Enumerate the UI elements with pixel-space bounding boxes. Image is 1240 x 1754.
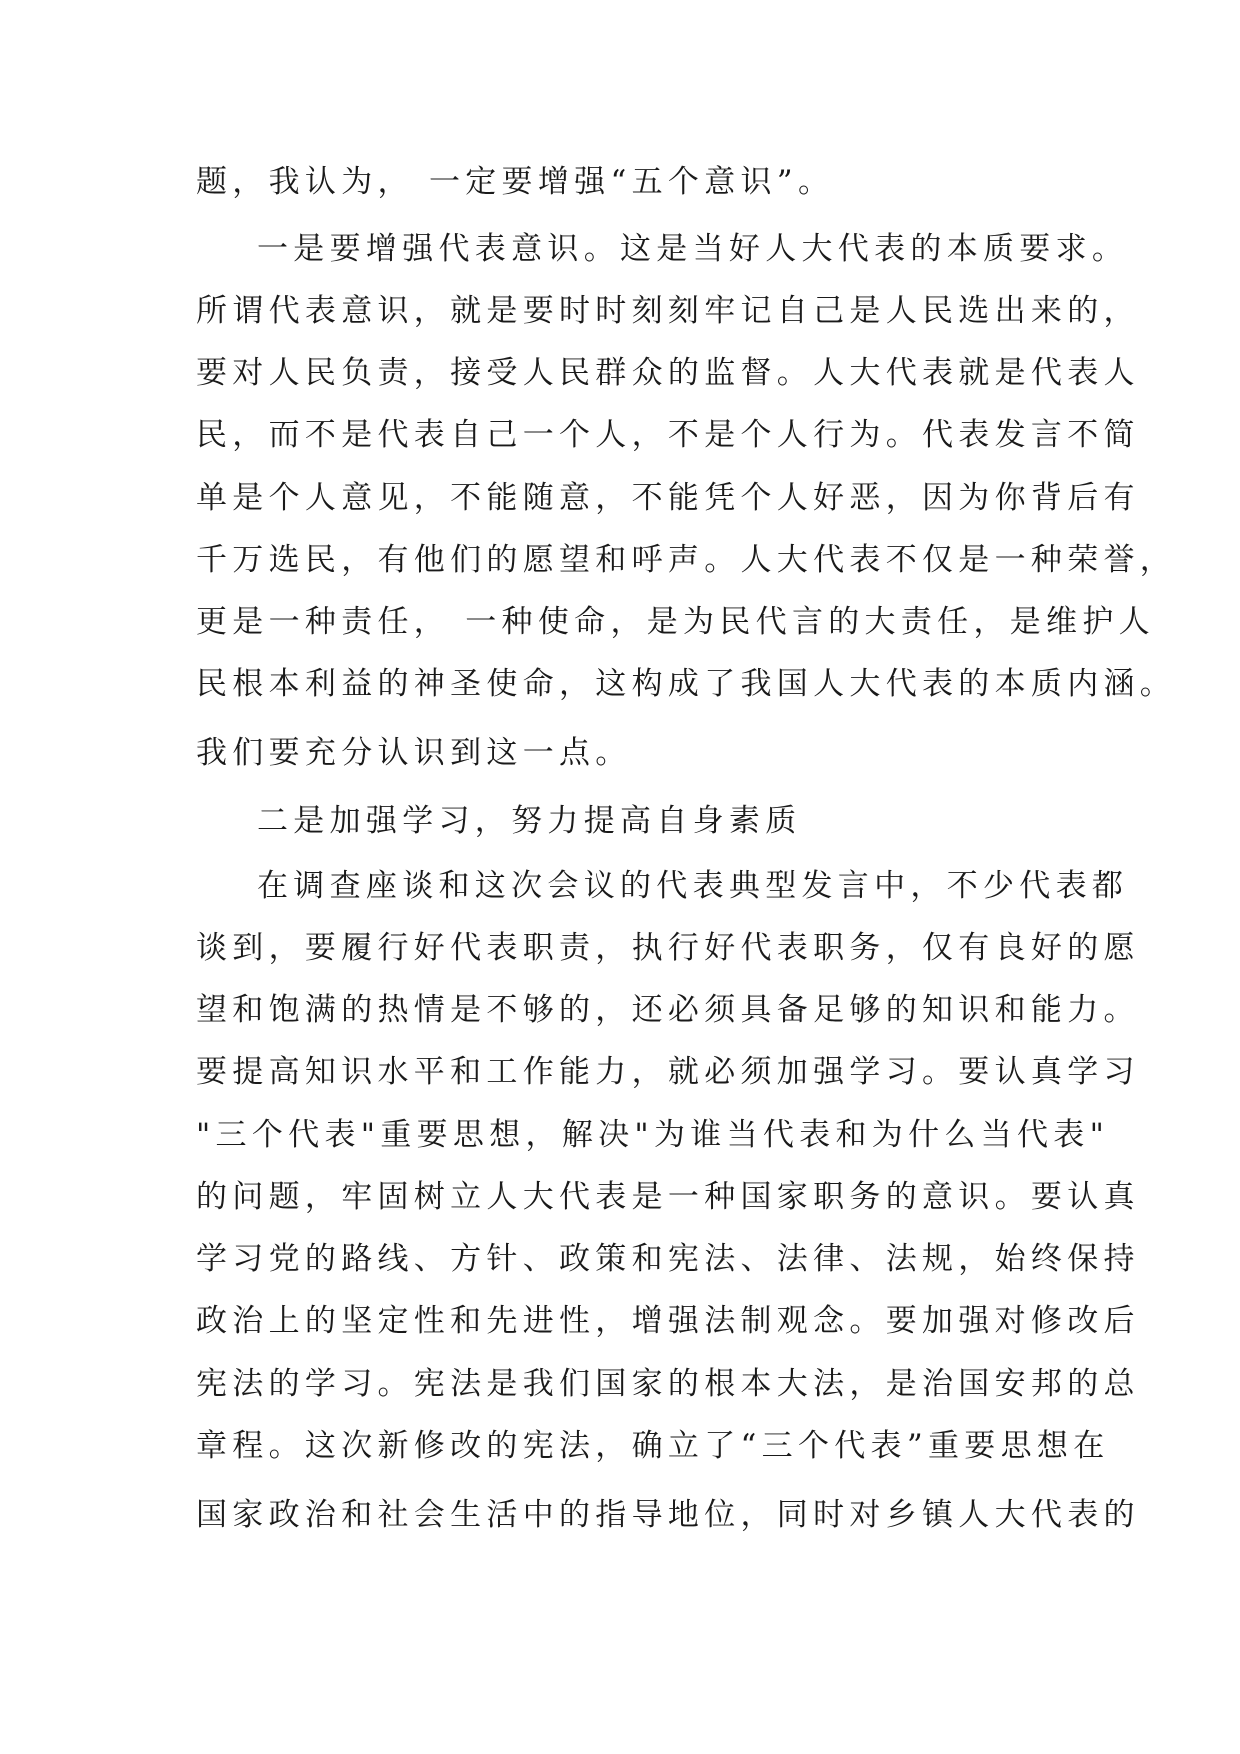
- text-line-13: 谈到，要履行好代表职责，执行好代表职务，仅有良好的愿: [196, 930, 1140, 966]
- text-line-4: 要对人民负责，接受人民群众的监督。人大代表就是代表人: [196, 355, 1140, 391]
- text-line-18: 学习党的路线、方针、政策和宪法、法律、法规，始终保持: [196, 1241, 1140, 1277]
- text-line-16: "三个代表"重要思想，解决"为谁当代表和为什么当代表": [196, 1117, 1110, 1153]
- text-line-12: 在调查座谈和这次会议的代表典型发言中，不少代表都: [257, 868, 1129, 904]
- text-line-21: 章程。这次新修改的宪法，确立了“三个代表”重要思想在: [196, 1428, 1110, 1464]
- text-line-3: 所谓代表意识，就是要时时刻刻牢记自己是人民选出来的，: [196, 293, 1140, 329]
- text-line-10: 我们要充分认识到这一点。: [196, 735, 632, 771]
- text-line-6: 单是个人意见，不能随意，不能凭个人好恶，因为你背后有: [196, 480, 1140, 516]
- section-heading: 二是加强学习，努力提高自身素质: [257, 803, 802, 839]
- text-line-19: 政治上的坚定性和先进性，增强法制观念。要加强对修改后: [196, 1303, 1140, 1339]
- text-line-2: 一是要增强代表意识。这是当好人大代表的本质要求。: [257, 231, 1129, 267]
- text-line-22: 国家政治和社会生活中的指导地位，同时对乡镇人大代表的: [196, 1497, 1140, 1533]
- text-line-5: 民，而不是代表自己一个人，不是个人行为。代表发言不简: [196, 417, 1140, 453]
- text-line-14: 望和饱满的热情是不够的，还必须具备足够的知识和能力。: [196, 992, 1140, 1028]
- text-line-17: 的问题，牢固树立人大代表是一种国家职务的意识。要认真: [196, 1179, 1140, 1215]
- text-line-8: 更是一种责任， 一种使命，是为民代言的大责任，是维护人: [196, 604, 1155, 640]
- text-line-1: 题，我认为， 一定要增强“五个意识”。: [196, 164, 835, 200]
- text-line-7: 千万选民，有他们的愿望和呼声。人大代表不仅是一种荣誉，: [196, 542, 1177, 578]
- text-line-20: 宪法的学习。宪法是我们国家的根本大法，是治国安邦的总: [196, 1366, 1140, 1402]
- text-line-9: 民根本利益的神圣使命，这构成了我国人大代表的本质内涵。: [196, 666, 1177, 702]
- text-line-15: 要提高知识水平和工作能力，就必须加强学习。要认真学习: [196, 1054, 1140, 1090]
